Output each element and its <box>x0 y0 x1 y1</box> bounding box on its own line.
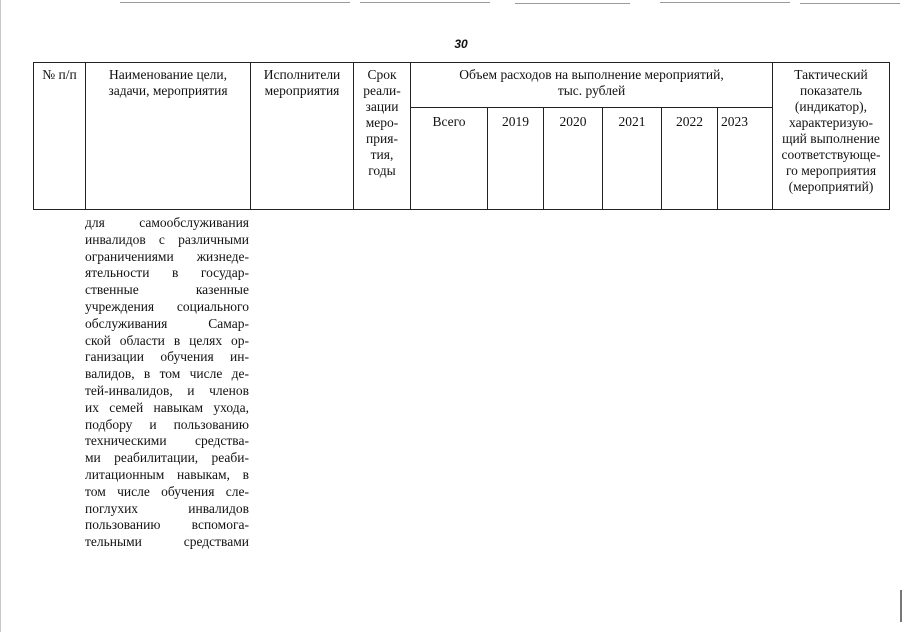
text-line: литационным навыкам, в <box>85 466 249 482</box>
text-line: подбору и пользованию <box>85 416 249 432</box>
text-line: ми реабилитации, реаби- <box>85 450 249 466</box>
text-line: пользованию вспомога- <box>85 517 249 533</box>
text-line: тельными средствами <box>85 534 249 550</box>
col-indicator-header: Тактический показатель (индикатор), характеризую- щий выполнение соответствующе- го мероприятия (мероприятий) <box>773 63 890 210</box>
text-line: ограничениями жизнеде- <box>85 248 249 264</box>
col-name-header: Наименование цели, задачи, мероприятия <box>86 63 251 210</box>
scan-top-line-1 <box>120 2 350 3</box>
scan-top-line-5 <box>800 3 900 4</box>
col-year-header: 2023 <box>718 108 773 210</box>
text-line: ятельности в государ- <box>85 265 249 281</box>
col-total-header: Всего <box>411 108 488 210</box>
measure-description <box>85 215 249 551</box>
text-line: обслуживания Самар- <box>85 315 249 331</box>
text-line: том числе обучения сле- <box>85 483 249 499</box>
text-line: их семей навыкам ухода, <box>85 399 249 415</box>
col-year-header: 2020 <box>544 108 603 210</box>
scan-left-edge <box>0 0 1 632</box>
col-executors-header: Исполнители мероприятия <box>251 63 354 210</box>
col-year-header: 2021 <box>603 108 662 210</box>
text-line: учреждения социального <box>85 298 249 314</box>
text-line: для самообслуживания <box>85 215 249 230</box>
text-line: ганизации обучения ин- <box>85 349 249 365</box>
col-number-header: № п/п <box>34 63 86 210</box>
text-line: валидов, в том числе де- <box>85 366 249 382</box>
col-expenses-header: Объем расходов на выполнение мероприятий, тыс. рублей <box>411 63 773 108</box>
page-number: 30 <box>454 37 468 51</box>
text-line: ской области в целях ор- <box>85 332 249 348</box>
scan-top-line-2 <box>360 2 490 3</box>
text-line: тей-инвалидов, и членов <box>85 382 249 398</box>
text-line: инвалидов с различными <box>85 231 249 247</box>
text-line: ственные казенные <box>85 282 249 298</box>
col-year-header: 2019 <box>488 108 544 210</box>
scan-right-mark <box>900 590 902 622</box>
text-line: поглухих инвалидов <box>85 500 249 516</box>
col-year-header: 2022 <box>662 108 718 210</box>
scan-top-line-4 <box>660 2 790 3</box>
text-line: техническими средства- <box>85 433 249 449</box>
scan-top-line-3 <box>515 3 630 4</box>
table-header <box>33 62 890 210</box>
col-period-header: Срок реали- зации меро- прия- тия, годы <box>354 63 411 210</box>
